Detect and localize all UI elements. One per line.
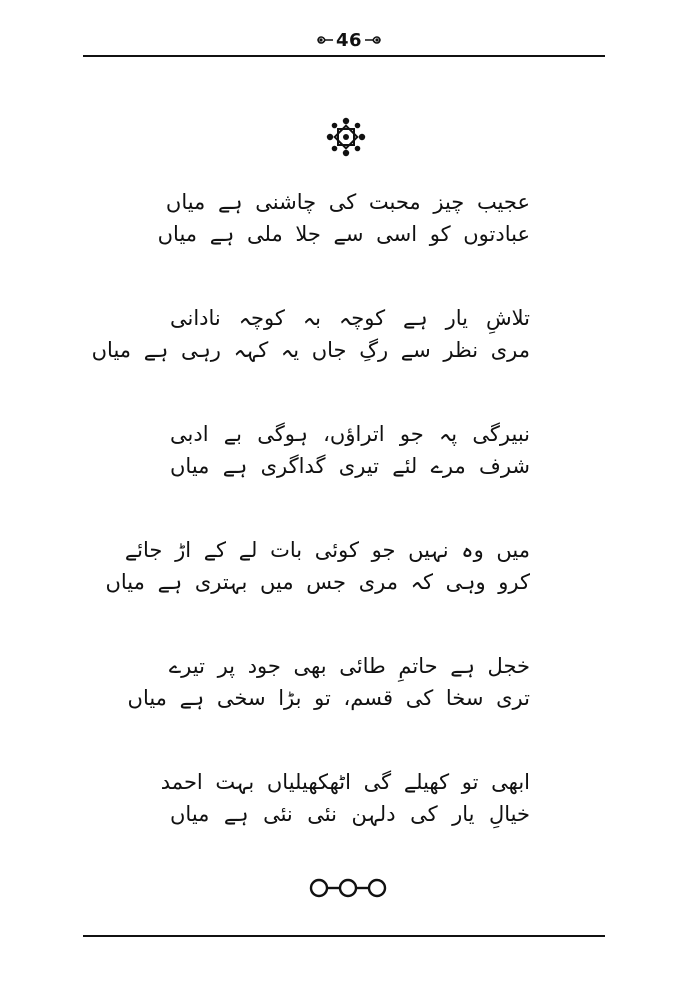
verse-line: تری سخا کی قسم، تو بڑا سخی ہے میاں	[127, 686, 530, 710]
verse-line: نبیرگی پہ جو اتراؤں، ہوگی بے ادبی	[170, 422, 530, 446]
verse-line: ابھی تو کھیلے گی اٹھکھیلیاں بہت احمد	[160, 770, 530, 794]
stanza	[170, 418, 530, 482]
verse-line: خیالِ یار کی دلہن نئی نئی ہے میاں	[170, 802, 530, 826]
verse-line: کرو وہی کہ مری جس میں بہتری ہے میاں	[105, 570, 530, 594]
stanza	[160, 766, 530, 830]
footer-rule	[83, 935, 605, 937]
stanza	[105, 534, 530, 598]
poem	[91, 186, 530, 830]
verse-line: تلاشِ یار ہے کوچہ بہ کوچہ نادانی	[170, 306, 530, 330]
verse-line: مری نظر سے رگِ جاں یہ کہہ رہی ہے میاں	[91, 338, 530, 362]
page-header	[0, 18, 698, 58]
right-flourish-icon	[364, 31, 382, 49]
page-number: 46	[335, 29, 363, 51]
flower-ornament-icon	[326, 117, 366, 157]
stanza	[127, 650, 530, 714]
verse-line: شرف مرے لئے تیری گداگری ہے میاں	[170, 454, 530, 478]
left-flourish-icon	[316, 31, 334, 49]
stanza	[157, 186, 530, 250]
verse-line: عبادتوں کو اسی سے جلا ملی ہے میاں	[157, 222, 530, 246]
verse-line: عجیب چیز محبت کی چاشنی ہے میاں	[165, 190, 530, 214]
header-rule	[83, 55, 605, 57]
stanza	[91, 302, 530, 366]
three-rings-ornament-icon	[306, 877, 390, 899]
verse-line: خجل ہے حاتمِ طائی بھی جود پر تیرے	[168, 654, 530, 678]
page-number-frame	[299, 26, 399, 54]
verse-line: میں وہ نہیں جو کوئی بات لے کے اڑ جائے	[124, 538, 530, 562]
